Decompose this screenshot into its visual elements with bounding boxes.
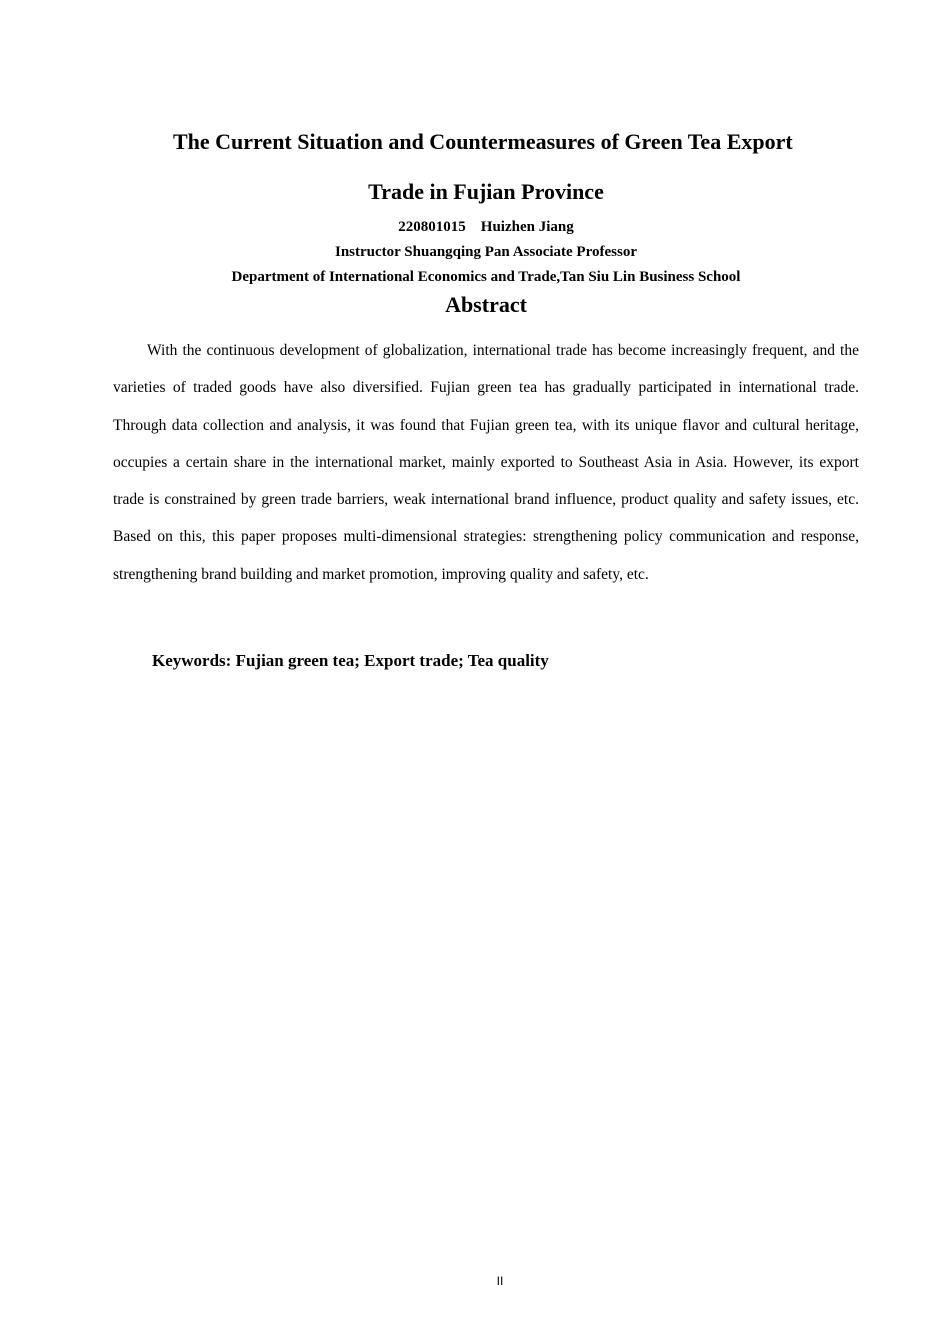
abstract-body: With the continuous development of globalization, international trade has become increasingly frequent, and the varieties of traded goods have also diversified. Fujian green tea has gradually participated in international trade. Through data collection and analysis, it was found that Fujian green tea, with its unique flavor and cultural heritage, occupies a certain share in the international market, mainly exported to Southeast Asia in Asia. However, its export trade is constrained by green trade barriers, weak international brand influence, product quality and safety issues, etc. Based on this, this paper proposes multi-dimensional strategies: strengthening policy communication and response, strengthening brand building and market promotion, improving quality and safety, etc.: [113, 342, 859, 583]
instructor-line: Instructor Shuangqing Pan Associate Professor: [335, 244, 637, 260]
paper-title-line-1: The Current Situation and Countermeasures of Green Tea Export: [173, 129, 793, 154]
author-line: 220801015 Huizhen Jiang: [398, 219, 574, 235]
paper-title-line-2: Trade in Fujian Province: [368, 179, 604, 204]
abstract-heading: Abstract: [445, 292, 527, 317]
page-number: II: [496, 1274, 504, 1288]
keywords-line: Keywords: Fujian green tea; Export trade; Tea quality: [152, 651, 549, 670]
department-line: Department of International Economics and Trade,Tan Siu Lin Business School: [231, 269, 741, 285]
